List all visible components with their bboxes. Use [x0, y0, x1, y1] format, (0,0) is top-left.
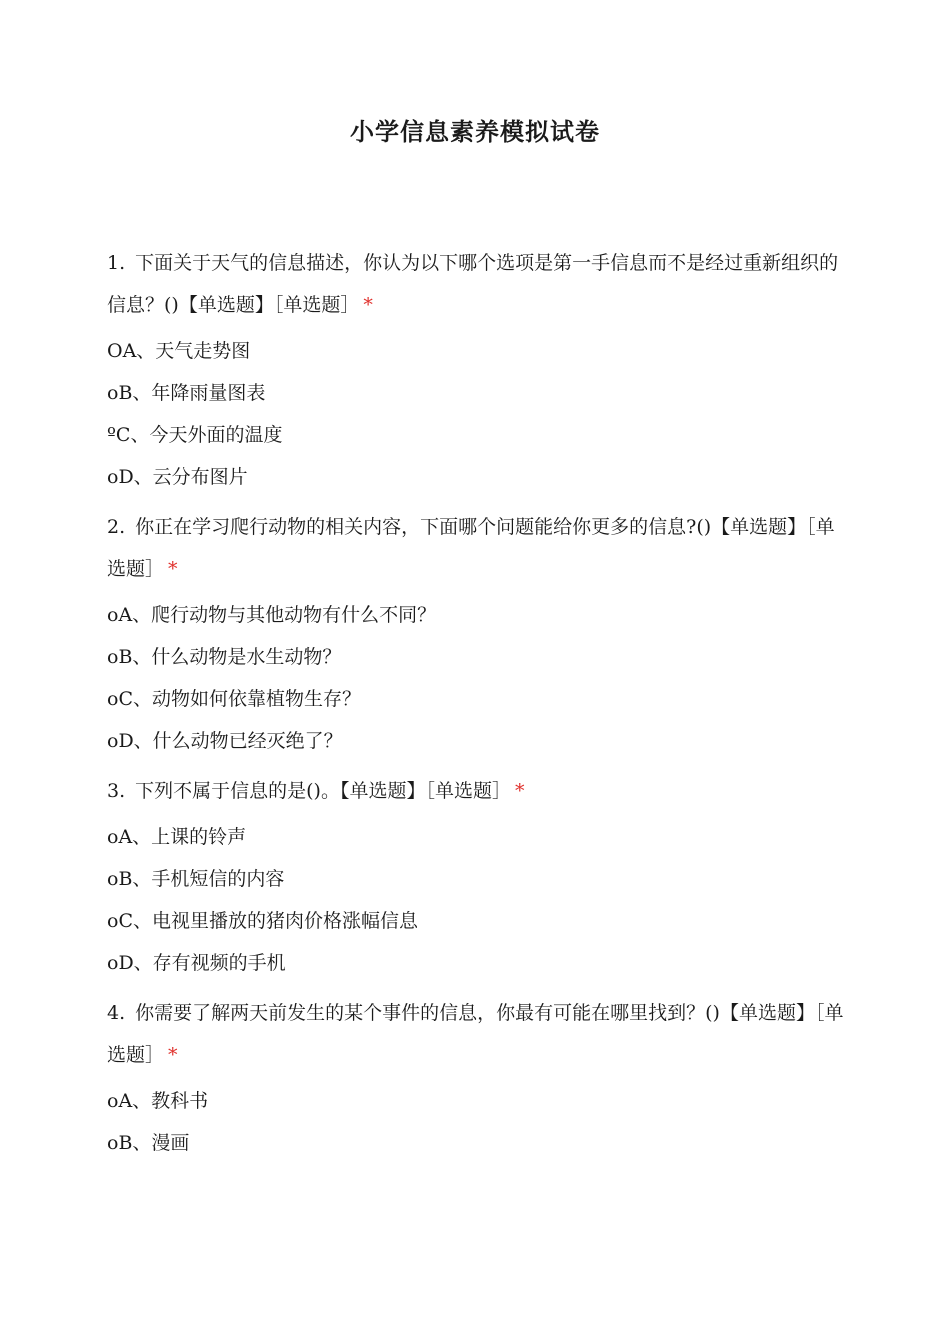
question-list	[107, 242, 852, 1172]
question-number: 1.	[107, 252, 126, 274]
option-a[interactable]: oA、上课的铃声	[107, 826, 247, 848]
option-a[interactable]: oA、爬行动物与其他动物有什么不同？	[107, 604, 437, 626]
option-c[interactable]: oC、动物如何依靠植物生存？	[107, 688, 361, 710]
option-d[interactable]: oD、什么动物已经灭绝了？	[107, 730, 343, 752]
question-stem	[107, 242, 852, 326]
option-b[interactable]: oB、年降雨量图表	[107, 382, 266, 404]
option-b[interactable]: oB、什么动物是水生动物？	[107, 646, 342, 668]
option-d[interactable]: oD、云分布图片	[107, 466, 248, 488]
option-c[interactable]: ºC、今天外面的温度	[107, 424, 283, 446]
option-d[interactable]: oD、存有视频的手机	[107, 952, 286, 974]
question-text: 下面关于天气的信息描述，你认为以下哪个选项是第一手信息而不是经过重新组织的信息？()【单选题】［单选题］	[107, 252, 839, 316]
question-stem	[107, 770, 852, 812]
option-a[interactable]: OA、天气走势图	[107, 340, 251, 362]
question-text: 下列不属于信息的是()。【单选题】［单选题］	[135, 780, 511, 802]
option-b[interactable]: oB、手机短信的内容	[107, 868, 285, 890]
question-text: 你正在学习爬行动物的相关内容，下面哪个问题能给你更多的信息?()【单选题】［单选题］	[107, 516, 835, 580]
question-text: 你需要了解两天前发生的某个事件的信息，你最有可能在哪里找到？()【单选题】［单选题］	[107, 1002, 844, 1066]
question-1	[107, 242, 852, 498]
question-number: 3.	[107, 780, 126, 802]
question-3	[107, 770, 852, 984]
question-2	[107, 506, 852, 762]
option-b[interactable]: oB、漫画	[107, 1132, 190, 1154]
option-a[interactable]: oA、教科书	[107, 1090, 209, 1112]
required-mark: *	[168, 558, 178, 580]
option-c[interactable]: oC、电视里播放的猪肉价格涨幅信息	[107, 910, 418, 932]
question-4	[107, 992, 852, 1164]
question-number: 2.	[107, 516, 126, 538]
question-stem	[107, 992, 852, 1076]
required-mark: *	[514, 780, 525, 802]
page-title: 小学信息素养模拟试卷	[350, 118, 600, 146]
required-mark: *	[168, 1044, 178, 1066]
required-mark: *	[363, 294, 373, 316]
question-number: 4.	[107, 1002, 126, 1024]
question-stem	[107, 506, 852, 590]
